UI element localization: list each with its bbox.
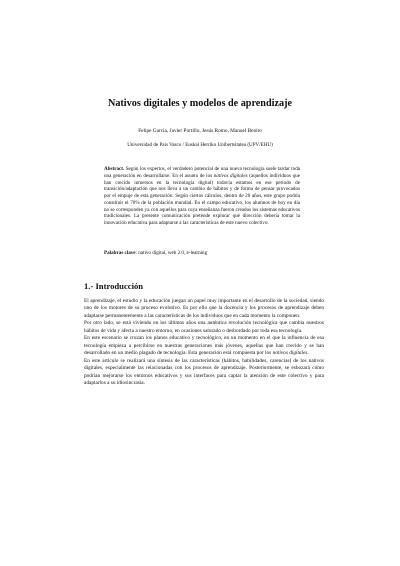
keywords-label: Palabras clave xyxy=(104,250,136,256)
paragraph-4: En este artículo se realizará una síntesis de las características (hábitos, habilidades, carencias) de los nativos digitales, especialmente las relacionadas con los procesos de aprendizaje. Posteriormente, se esbozará cómo podrían mejorarse los entornos educativos y sus interfaces para captar la atención de este colectivo y para adaptarlos a su idiosincrasia. xyxy=(84,357,324,386)
keywords-text: : nativo digital, web 2.0, e-learning xyxy=(135,250,208,256)
abstract-italic-term: nativos digitales xyxy=(213,172,248,179)
abstract-text-part-1: Según los expertos, el verdadero potencial de una nueva tecnología suele tardar toda una generación en desarrollarse. En el asunto de los xyxy=(104,166,300,179)
keywords-block xyxy=(104,250,300,257)
paragraph-3-text-b: . xyxy=(307,350,309,357)
paragraph-3 xyxy=(84,335,324,357)
abstract-block xyxy=(104,166,300,227)
paragraph-3-text-a: En este escenario se cruzan los planos educativo y tecnológico, en un momento en el que la influencia de esa tecnología empieza a percibirse en nuestras generaciones más jóvenes, aquellas que han crecido y se han desarrollado en un medio plagado de tecnología. Esta generación está compuesta por los xyxy=(84,335,324,357)
affiliation: Universidad de País Vasco / Euskal Herriko Unibertsitatea (UPV/EHU) xyxy=(127,142,273,148)
paragraph-2: Por otro lado, se está viviendo en los últimos años una auténtica revolución tecnológica que cambia nuestros hábitos de vida y afecta a nuestro entorno, en ocasiones saturado o desbordado por toda esa tecnología. xyxy=(84,320,324,334)
abstract-label: Abstract. xyxy=(104,166,125,172)
section-heading: 1.- Introducción xyxy=(84,281,144,291)
abstract-text-part-2: (aquellos individuos que han crecido inmersos en la tecnología digital) todavía estamos en ese período de transición/adaptación que nos lleva a un cambio de hábitos y de forma de pensar provocados por el empuje de esta generación. Según ciertos cálculos, dentro de 20 años, este grupo podría constituir el 70% de la población mundial. En el campo educativo, los alumnos de hoy en día no se corresponden ya con aquellos para cuya enseñanza fueron creados los sistemas educativos tradicionales. La presente comunicación pretende explorar qué dirección debería tomar la innovación educativa para adaptarse a las características de este nuevo colectivo. xyxy=(104,172,300,226)
author-list: Felipe García, Javier Portillo, Jesús Romo, Manuel Benito xyxy=(138,128,262,134)
paragraph-3-italic-term: nativos digitales xyxy=(272,350,308,357)
paper-title: Nativos digitales y modelos de aprendizaje xyxy=(107,98,293,109)
paragraph-1: El aprendizaje, el estudio y la educación juegan un papel muy importante en el desarrollo de la sociedad, siendo uno de los motores de su proceso evolutivo. Es por ello que la docencia y los procesos de aprendizaje deben adaptarse permanentemente a las características de los individuos que en cada momento la componen. xyxy=(84,298,324,319)
section-body xyxy=(84,298,324,387)
